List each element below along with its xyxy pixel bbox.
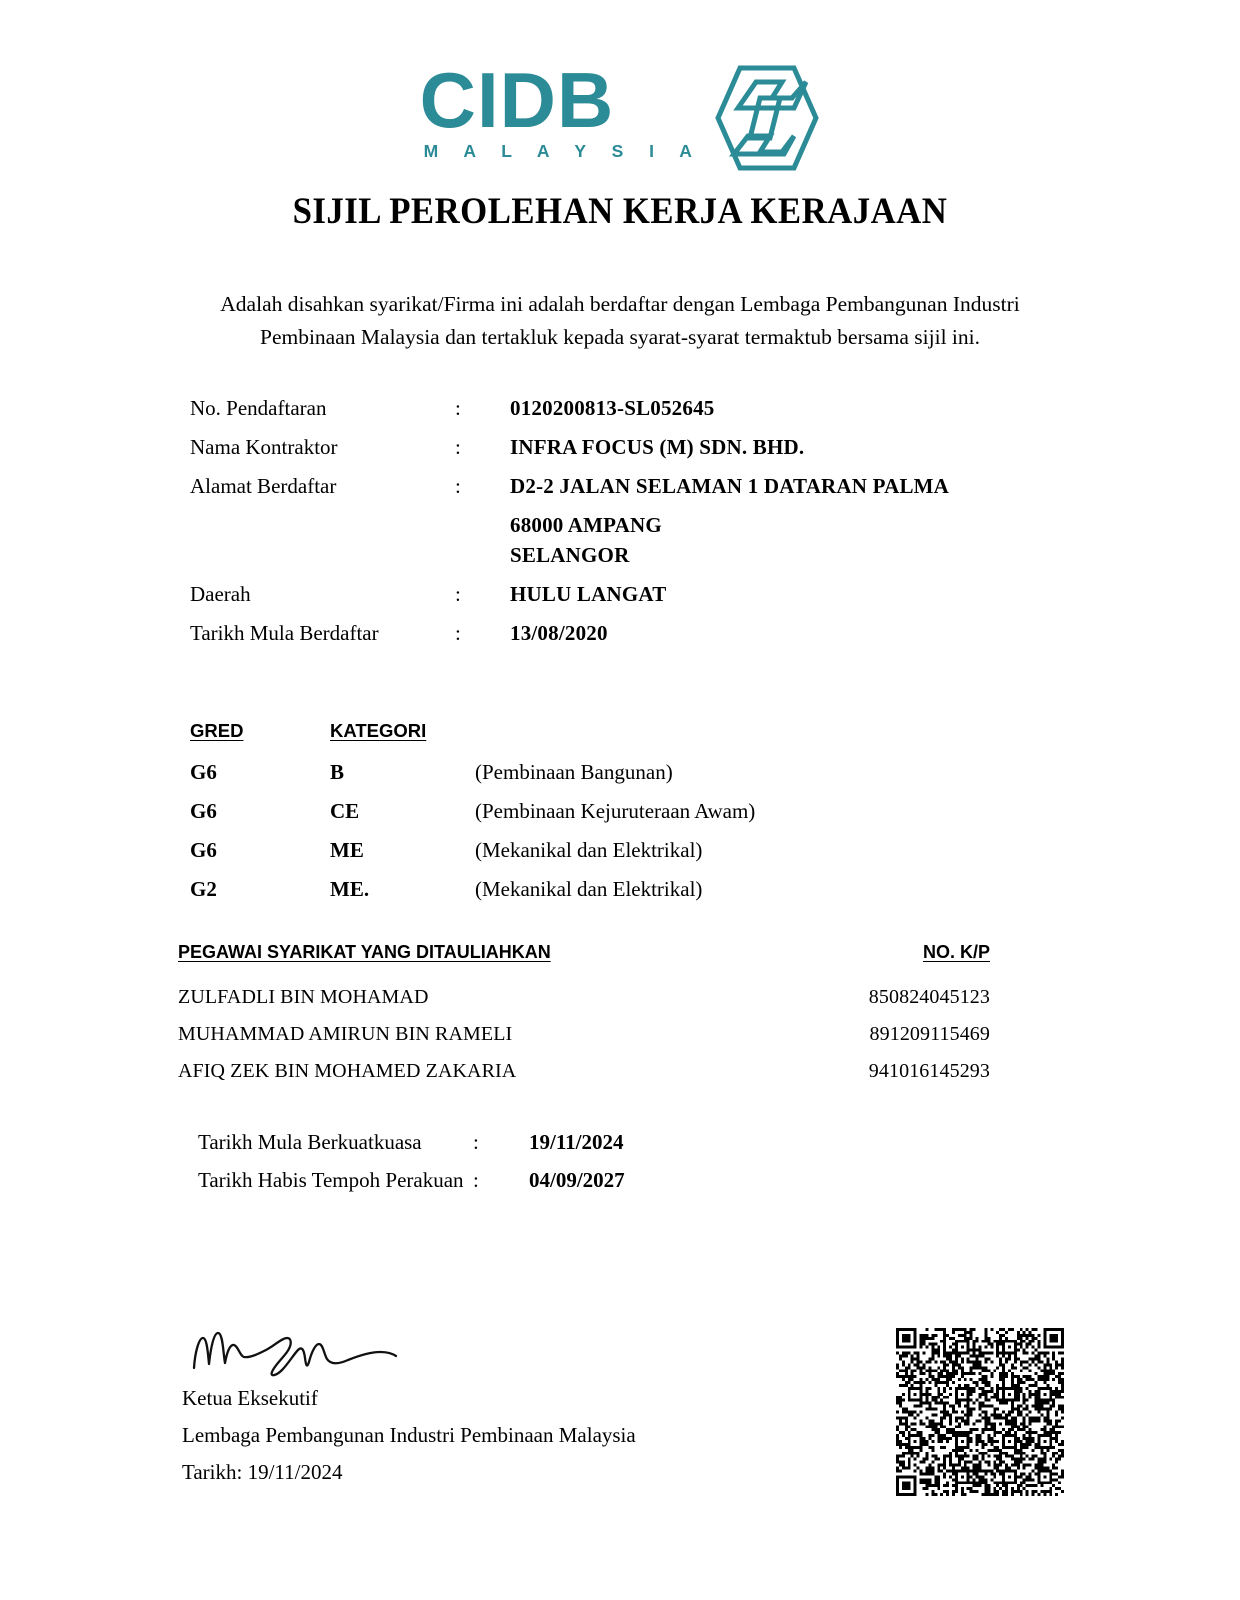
column-header-officer-ic: NO. K/P	[922, 942, 990, 962]
validity-colon: :	[473, 1168, 479, 1192]
intro-line-2: Malaysia dan tertakluk kepada syarat-syarat termaktub bersama sijil ini.	[360, 325, 981, 350]
column-header-gred: GRED	[190, 720, 244, 741]
detail-value: SELANGOR	[510, 543, 630, 567]
detail-label: Tarikh Mula Berdaftar	[190, 621, 379, 645]
table-row	[178, 1060, 990, 1097]
cell-description: (Pembinaan Kejuruteraan Awam)	[475, 799, 756, 823]
detail-label: Daerah	[190, 582, 251, 606]
detail-row-nama-kontraktor	[190, 435, 949, 474]
detail-colon: :	[455, 396, 461, 420]
cell-kategori: ME	[330, 838, 364, 862]
detail-colon: :	[455, 582, 461, 606]
detail-label: No. Pendaftaran	[190, 396, 327, 420]
cell-gred: G6	[190, 799, 217, 823]
cell-gred: G6	[190, 838, 217, 862]
column-header-officer-name: PEGAWAI SYARIKAT YANG DITAULIAHKAN	[178, 942, 551, 962]
cell-officer-ic: 891209115469	[869, 1023, 990, 1045]
logo-subtitle: M A L A Y S I A	[423, 141, 703, 162]
validity-value: 19/11/2024	[529, 1130, 624, 1154]
cell-officer-ic: 850824045123	[868, 986, 990, 1008]
cell-gred: G6	[190, 760, 217, 784]
table-row	[190, 838, 755, 877]
validity-row-start	[198, 1130, 625, 1168]
address-line-2	[190, 513, 949, 543]
detail-value: D2-2 JALAN SELAMAN 1 DATARAN PALMA	[510, 474, 950, 498]
grade-table-header	[190, 718, 755, 760]
address-line-3	[190, 543, 949, 573]
detail-value: INFRA FOCUS (M) SDN. BHD.	[510, 435, 805, 459]
table-row	[190, 799, 755, 838]
detail-row-no-pendaftaran	[190, 396, 949, 435]
signature-position: Ketua Eksekutif	[182, 1386, 318, 1410]
cell-officer-name: ZULFADLI BIN MOHAMAD	[178, 986, 429, 1008]
cell-description: (Pembinaan Bangunan)	[475, 760, 673, 784]
detail-colon: :	[455, 474, 461, 498]
detail-value: HULU LANGAT	[510, 582, 667, 606]
spacer	[190, 513, 510, 543]
cell-description: (Mekanikal dan Elektrikal)	[475, 877, 703, 901]
chief-executive-signature-icon	[188, 1316, 636, 1380]
detail-value: 68000 AMPANG	[510, 513, 662, 537]
detail-value: 0120200813-SL052645	[510, 396, 715, 420]
detail-value: 13/08/2020	[510, 621, 608, 645]
spacer	[190, 543, 510, 573]
table-row	[190, 877, 755, 916]
table-row	[178, 986, 990, 1023]
cell-officer-ic: 941016145293	[868, 1060, 990, 1082]
detail-row-tarikh-mula-berdaftar	[190, 621, 949, 660]
validity-label: Tarikh Habis Tempoh Perakuan	[198, 1168, 464, 1192]
validity-value: 04/09/2027	[529, 1168, 625, 1192]
detail-colon: :	[455, 621, 461, 645]
validity-row-end	[198, 1168, 625, 1206]
cidb-hexagon-h-mark-icon	[708, 64, 820, 177]
verification-qr-code	[896, 1328, 1064, 1496]
signature-date: Tarikh: 19/11/2024	[182, 1460, 343, 1484]
signature-block	[182, 1316, 636, 1491]
cell-officer-name: AFIQ ZEK BIN MOHAMED ZAKARIA	[178, 1060, 517, 1082]
detail-row-daerah	[190, 582, 949, 621]
cell-officer-name: MUHAMMAD AMIRUN BIN RAMELI	[178, 1023, 513, 1045]
authorised-officers-table	[178, 942, 990, 1097]
detail-label: Nama Kontraktor	[190, 435, 338, 459]
column-header-kategori: KATEGORI	[330, 720, 427, 741]
detail-label: Alamat Berdaftar	[190, 474, 337, 498]
detail-colon: :	[455, 435, 461, 459]
table-row	[178, 1023, 990, 1060]
validity-period	[198, 1130, 625, 1206]
cell-kategori: B	[330, 760, 345, 784]
cell-gred: G2	[190, 877, 217, 901]
cell-kategori: CE	[330, 799, 360, 823]
logo-wordmark: CIDB	[419, 56, 615, 144]
officers-table-header	[178, 942, 990, 986]
validity-label: Tarikh Mula Berkuatkuasa	[198, 1130, 422, 1154]
validity-colon: :	[473, 1130, 479, 1154]
detail-row-alamat-berdaftar	[190, 474, 949, 513]
intro-line-1: Adalah disahkan syarikat/Firma ini adalah berdaftar dengan Lembaga Pembangunan Industri Pembinaan	[220, 292, 1020, 350]
signature-organisation: Lembaga Pembangunan Industri Pembinaan Malaysia	[182, 1423, 636, 1447]
registration-details	[190, 396, 949, 660]
cidb-logo	[0, 56, 1240, 177]
page-title: SIJIL PEROLEHAN KERJA KERAJAAN	[292, 191, 948, 232]
cell-kategori: ME.	[330, 877, 370, 901]
intro-paragraph	[175, 288, 1065, 355]
grade-category-table	[190, 718, 755, 916]
table-row	[190, 760, 755, 799]
cell-description: (Mekanikal dan Elektrikal)	[475, 838, 703, 862]
